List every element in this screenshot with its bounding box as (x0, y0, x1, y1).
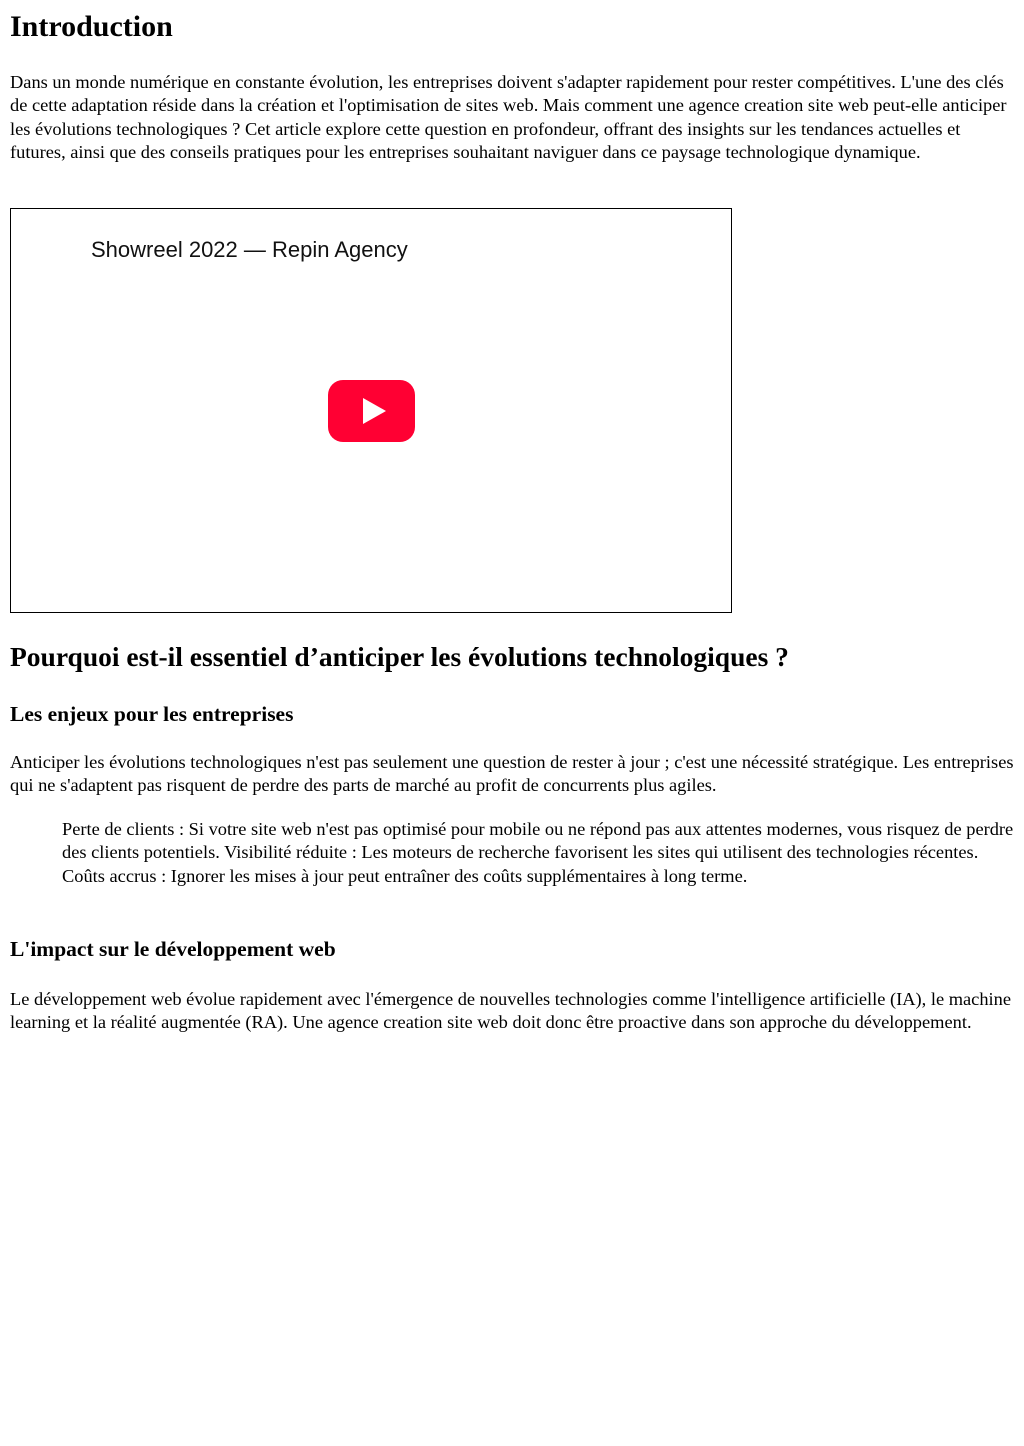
subheading-stakes: Les enjeux pour les entreprises (10, 702, 294, 726)
impact-paragraph: Le développement web évolue rapidement avec l'émergence de nouvelles technologies comme l'intelligence artificielle (IA), le machine learning et la réalité augmentée (RA). Une agence creation site web doit donc être proactive dans son approche du développement. (10, 989, 1011, 1033)
youtube-play-icon[interactable] (328, 380, 415, 442)
subheading-impact: L'impact sur le développement web (10, 937, 336, 961)
heading-why-anticipate: Pourquoi est-il essentiel d’anticiper les évolutions technologiques ? (10, 641, 789, 672)
stakes-blockquote: Perte de clients : Si votre site web n'est pas optimisé pour mobile ou ne répond pas aux attentes modernes, vous risquez de perdre des clients potentiels. Visibilité réduite : Les moteurs de recherche favorisent les sites qui utilisent des technologies récentes. Coûts accrus : Ignorer les mises à jour peut entraîner des coûts supplémentaires à long terme. (62, 819, 1014, 886)
video-title[interactable]: Showreel 2022 — Repin Agency (91, 237, 408, 262)
stakes-paragraph: Anticiper les évolutions technologiques n'est pas seulement une question de rester à jour ; c'est une nécessité stratégique. Les entreprises qui ne s'adaptent pas risquent de perdre des parts de marché au profit de concurrents plus agiles. (10, 752, 1014, 796)
video-embed[interactable] (10, 208, 732, 613)
intro-paragraph: Dans un monde numérique en constante évolution, les entreprises doivent s'adapter rapidement pour rester compétitives. L'une des clés de cette adaptation réside dans la création et l'optimisation de sites web. Mais comment une agence creation site web peut-elle anticiper les évolutions technologiques ? Cet article explore cette question en profondeur, offrant des insights sur les tendances actuelles et futures, ainsi que des conseils pratiques pour les entreprises souhaitant naviguer dans ce paysage technologique dynamique. (10, 72, 1007, 162)
heading-introduction: Introduction (10, 10, 173, 43)
